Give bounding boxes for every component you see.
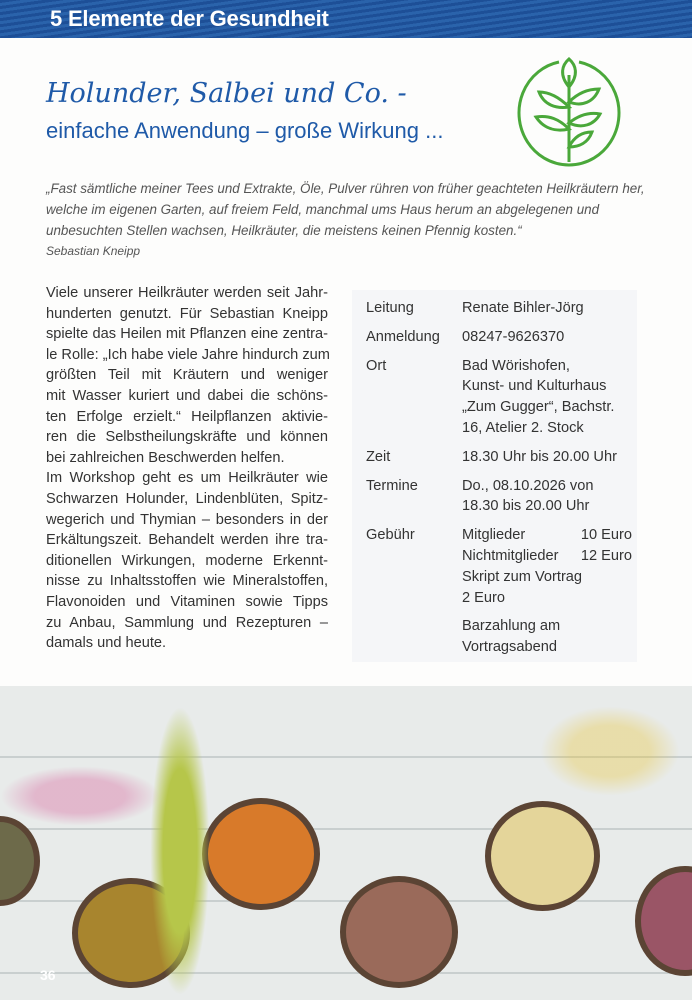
label-anmeldung: Anmeldung (366, 328, 440, 345)
body-line: mit Wasser kuriert und dabei die schöns- (46, 387, 328, 404)
body-line: Schwarzen Holunder, Lindenblüten, Spitz- (46, 490, 328, 507)
section-banner (0, 0, 692, 38)
article-subtitle: einfache Anwendung – große Wirkung ... (46, 118, 444, 143)
body-line: hunderten genutzt. Für Sebastian Kneipp (46, 305, 328, 322)
section-title: 5 Elemente der Gesundheit (50, 6, 329, 31)
value-ort: Bad Wörishofen, Kunst- und Kulturhaus „Zum Gugger“, Bachstr. 16, Atelier 2. Stock (462, 357, 615, 436)
quote-author: Sebastian Kneipp (46, 244, 141, 258)
value-termine: Do., 08.10.2026 von 18.30 bis 20.00 Uhr (462, 477, 594, 515)
label-termine: Termine (366, 477, 418, 494)
label-ort: Ort (366, 357, 387, 374)
value-leitung: Renate Bihler-Jörg (462, 300, 584, 316)
label-gebuehr: Gebühr (366, 527, 415, 544)
body-line: damals und heute. (46, 635, 167, 652)
body-line: größten Teil mit Kräutern und weniger (46, 367, 328, 384)
body-line: ditionellen Wirkungen, moderne Erkennt- (46, 552, 328, 569)
body-line: ten Erfolge erzielt.“ Heilpflanzen aktivie- (46, 408, 328, 425)
plant-logo-icon (514, 57, 624, 167)
body-line: spielte das Heilen mit Pflanzen eine zentra- (46, 326, 328, 343)
herbs-photo (0, 686, 692, 1000)
body-line: zu Anbau, Sammlung und Rezepturen – (46, 614, 328, 631)
value-anmeldung: 08247-9626370 (462, 328, 565, 345)
body-line: ren die Selbstheilungskräfte und können (46, 429, 328, 446)
body-line: Im Workshop geht es um Heilkräuter wie (46, 470, 328, 487)
body-line: Flavonoiden und Vitaminen sowie Tipps (46, 593, 328, 610)
label-leitung: Leitung (366, 300, 414, 316)
body-line: Erkältungszeit. Behandelt werden ihre tra- (46, 532, 328, 549)
body-line: wegerich und Thymian – besonders in der (46, 511, 328, 528)
body-line: bei zahlreichen Beschwerden helfen. (46, 449, 285, 466)
body-line: nisse zu Inhaltsstoffen wie Mineralstoffen, (46, 573, 328, 590)
quote-text: „Fast sämtliche meiner Tees und Extrakte, Öle, Pulver rühren von früher geachteten Heilkräutern her, welche im eigenen Garten, auf freiem Feld, manchmal ums Haus herum an abgelegenen und unbesuchten Stellen wachsen, Heilkräuter, die meistens keinen Pfennig kosten.“ (46, 181, 645, 238)
body-line: le Rolle: „Ich habe viele Jahre hindurch zum (46, 346, 330, 363)
value-zeit: 18.30 Uhr bis 20.00 Uhr (462, 448, 617, 465)
label-zeit: Zeit (366, 448, 391, 465)
body-line: Viele unserer Heilkräuter werden seit Jahr- (46, 285, 328, 301)
article-title: Holunder, Salbei und Co. - (46, 78, 407, 109)
info-box (352, 290, 637, 662)
value-gebuehr: Mitglieder 10 Euro Nichtmitglieder 12 Euro Skript zum Vortrag 2 Euro Barzahlung am Vortragsabend (462, 527, 632, 656)
body-text (46, 283, 328, 654)
page-number: 36 (40, 967, 56, 983)
